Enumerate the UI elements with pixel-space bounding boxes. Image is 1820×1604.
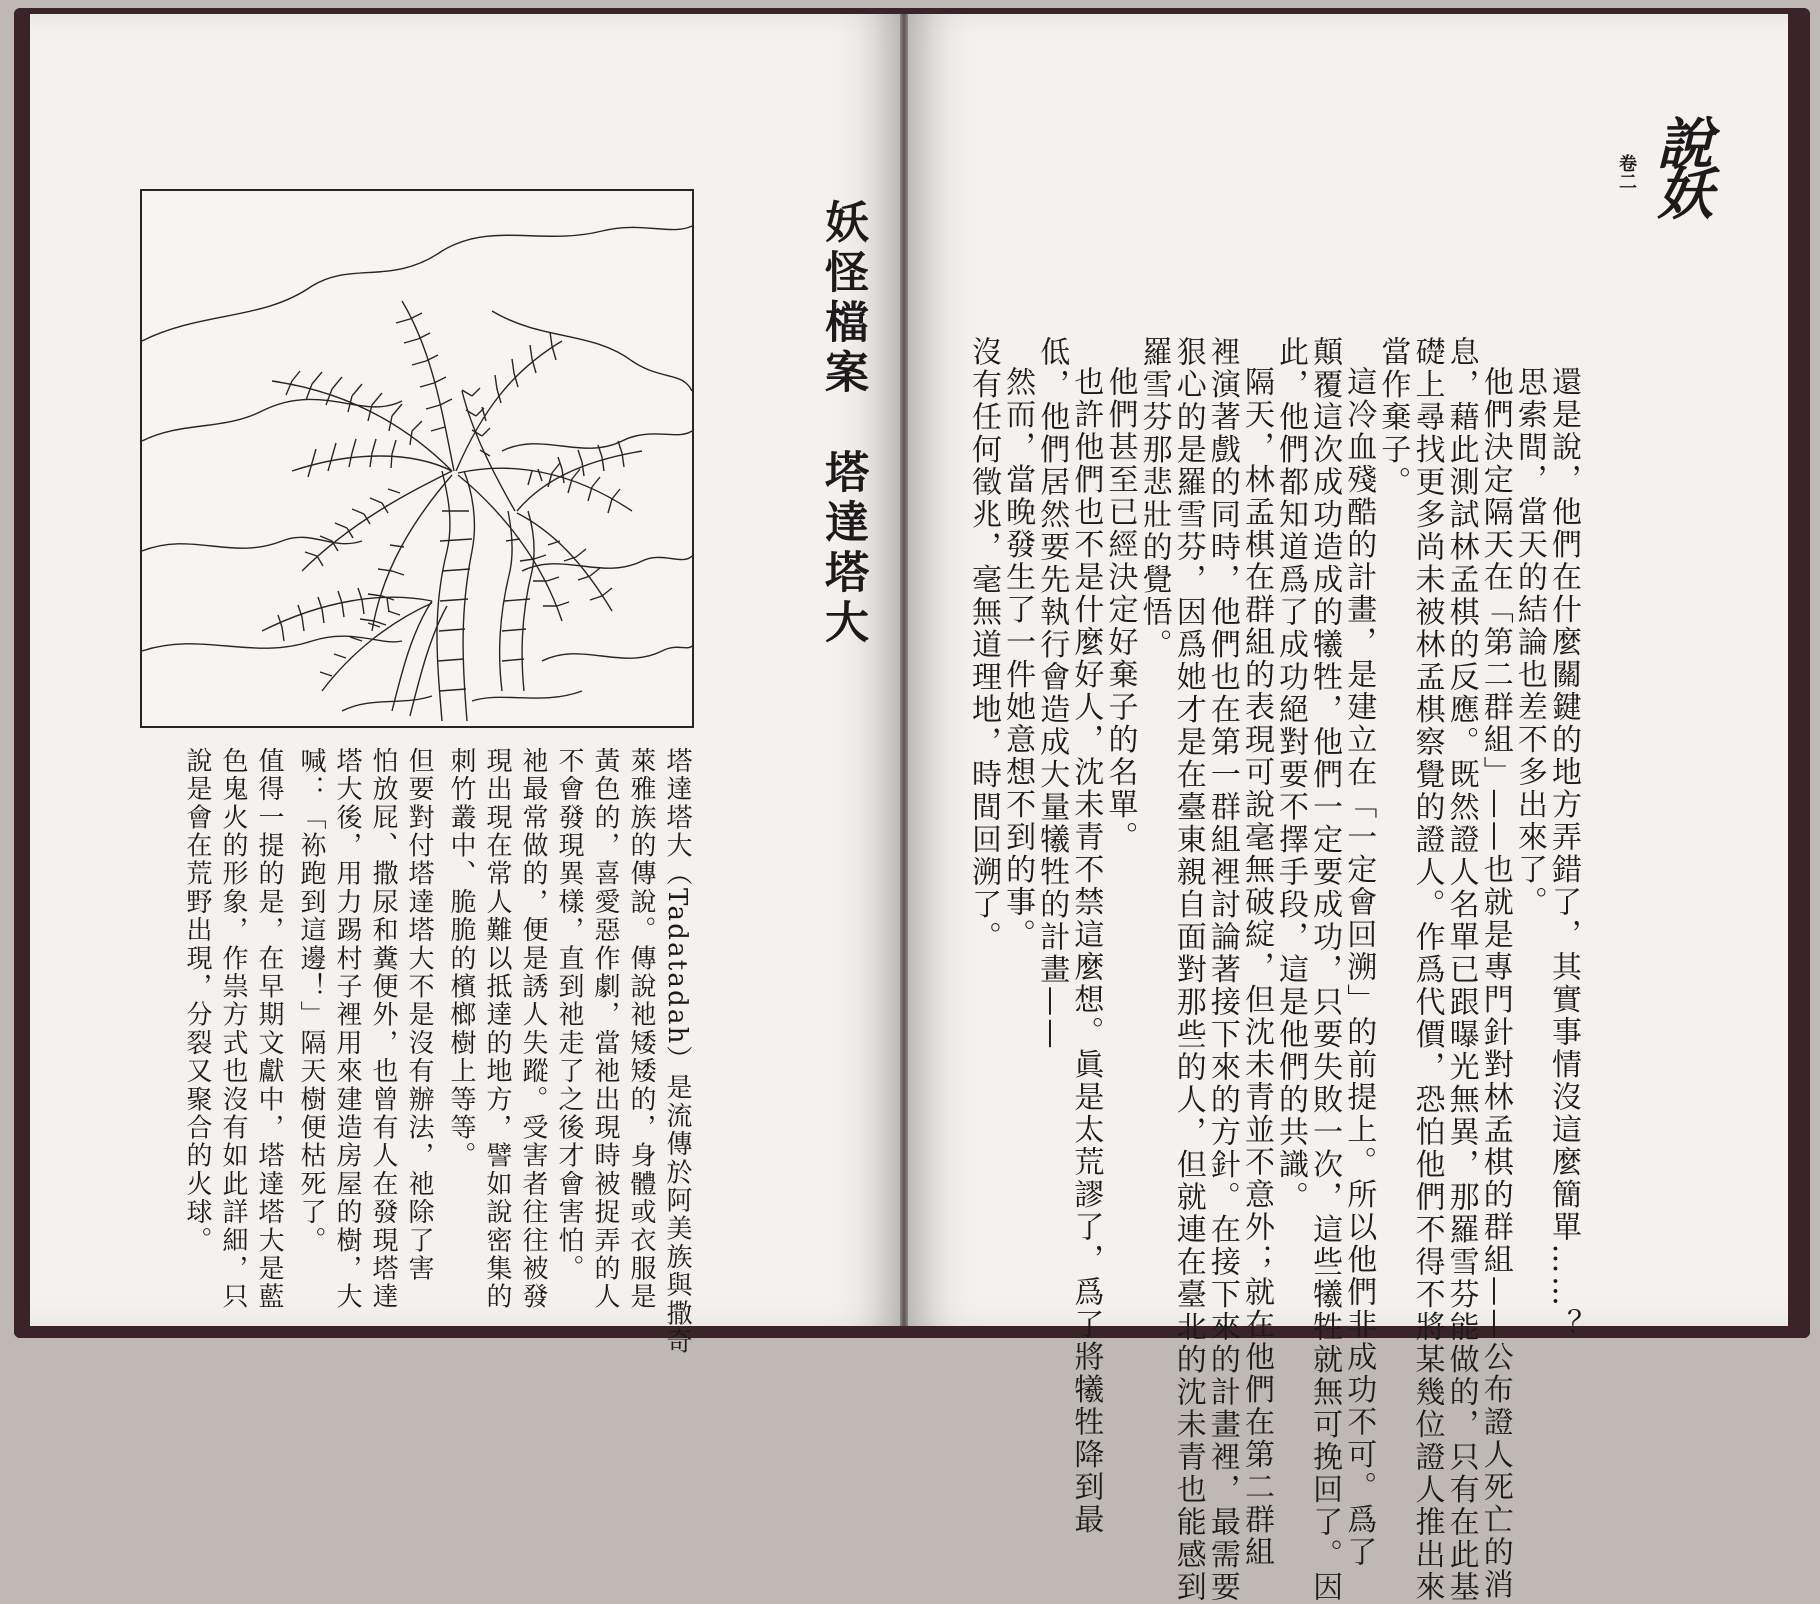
text-column: 此，他們都知道爲了成功絕對要不擇手段，這是他們的共識。	[1273, 336, 1309, 1214]
sidebar-column: 怕放屁、撒尿和糞便外，也曾有人在發現塔達	[368, 747, 398, 1311]
sidebar-column: 喊：「袮跑到這邊！」隔天樹便枯死了。	[296, 747, 326, 1255]
text-column: 他們甚至已經決定好棄子的名單。	[1102, 366, 1138, 854]
text-column: 也許他們也不是什麼好人，沈未青不禁這麼想。眞是太荒謬了，爲了將犧牲降到最	[1068, 366, 1104, 1536]
right-page	[908, 14, 1788, 1604]
text-column: 這冷血殘酷的計畫，是建立在「一定會回溯」的前提上。所以他們非成功不可。爲了	[1341, 366, 1377, 1569]
palm-tree-drawing	[142, 191, 692, 726]
sidebar-column: 色鬼火的形象，作祟方式也沒有如此詳細，只	[218, 747, 248, 1311]
sidebar-column: 祂最常做的，便是誘人失蹤。受害者往往被發	[518, 747, 548, 1311]
text-column: 裡演著戲的同時，他們也在第一群組裡討論著接下來的方針。在接下來的計畫裡，最需要	[1204, 336, 1240, 1604]
sidebar-column: 黃色的，喜愛惡作劇，當祂出現時被捉弄的人	[590, 747, 620, 1311]
sidebar-column: 值得一提的是，在早期文獻中，塔達塔大是藍	[254, 747, 284, 1311]
text-column: 狠心的是羅雪芬，因爲她才是在臺東親自面對那些的人，但就連在臺北的沈未青也能感到	[1170, 336, 1206, 1604]
text-column: 然而，當晚發生了一件她意想不到的事。	[1000, 366, 1036, 951]
running-header-title: 說妖	[1648, 114, 1714, 214]
text-column: 沒有任何徵兆，毫無道理地，時間回溯了。	[966, 336, 1001, 954]
sidebar-title: 妖怪檔案 塔達塔大	[817, 199, 868, 649]
sidebar-column: 刺竹叢中、脆脆的檳榔樹上等等。	[446, 747, 476, 1170]
sidebar-column: 萊雅族的傳說。傳說祂矮矮的，身體或衣服是	[626, 747, 656, 1311]
text-column: 羅雪芬那悲壯的覺悟。	[1136, 336, 1172, 661]
text-column: 他們決定隔天在「第二群組」——也就是專門針對林孟棋的群組——公布證人死亡的消	[1477, 366, 1513, 1601]
text-column: 還是說，他們在什麼關鍵的地方弄錯了，其實事情沒這麼簡單……？	[1546, 366, 1581, 1341]
text-column: 顛覆這次成功造成的犧牲，他們一定要成功，只要失敗一次，這些犧牲就無可挽回了。因	[1307, 336, 1343, 1604]
palm-tree-illustration	[140, 189, 694, 728]
text-column: 思索間，當天的結論也差不多出來了。	[1511, 366, 1547, 919]
text-column: 低，他們居然要先執行會造成大量犧牲的計畫——	[1034, 336, 1070, 1051]
text-column: 息，藉此測試林孟棋的反應。既然證人名單已跟曝光無異，那羅雪芬能做的，只有在此基	[1443, 336, 1479, 1604]
text-column: 礎上尋找更多尚未被林孟棋察覺的證人。作爲代價，恐怕他們不得不將某幾位證人推出來	[1409, 336, 1445, 1604]
text-column: 當作棄子。	[1375, 336, 1411, 499]
book-gutter	[900, 14, 908, 1326]
running-header-volume: 卷二	[1616, 154, 1637, 190]
text-column: 隔天，林孟棋在群組的表現可說毫無破綻，但沈未青並不意外；就在他們在第二群組	[1238, 366, 1274, 1569]
sidebar-column: 說是會在荒野出現，分裂又聚合的火球。	[182, 747, 212, 1255]
sidebar-column: 塔大後，用力踢村子裡用來建造房屋的樹，大	[332, 747, 362, 1311]
sidebar-column: 但要對付塔達塔大不是沒有辦法，祂除了害	[404, 747, 434, 1283]
left-page	[30, 14, 900, 1356]
sidebar-column: 塔達塔大（Tadatadah）是流傳於阿美族與撒奇	[662, 747, 692, 1356]
sidebar-column: 不會發現異樣，直到祂走了之後才會害怕。	[554, 747, 584, 1283]
sidebar-column: 現出現在常人難以抵達的地方，譬如說密集的	[482, 747, 512, 1311]
